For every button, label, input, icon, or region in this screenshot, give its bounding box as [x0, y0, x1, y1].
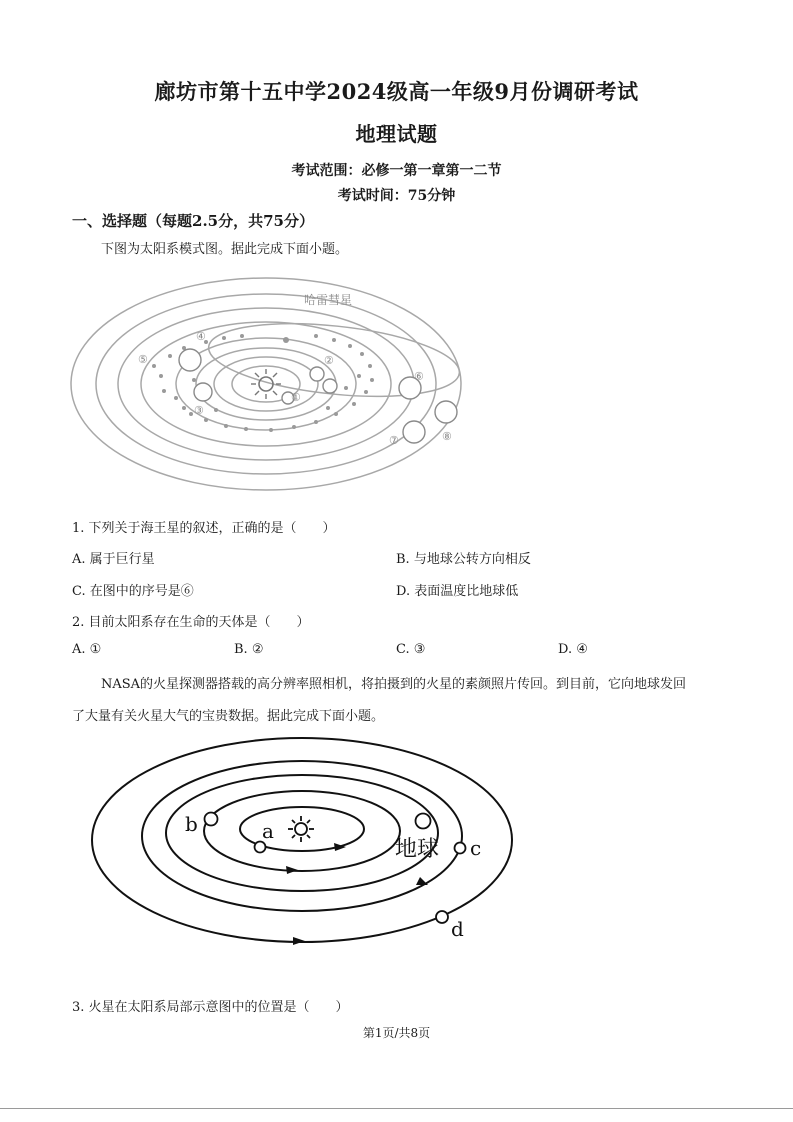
orbit-b	[204, 791, 400, 871]
q2-option-a: A. ①	[72, 642, 102, 657]
planet-earth	[416, 814, 431, 829]
page-footer: 第1页/共8页	[362, 1026, 431, 1040]
planet-venus	[310, 367, 324, 381]
marker-1: ①	[291, 391, 301, 404]
marker-7: ⑦	[389, 434, 399, 447]
orbit-d	[142, 761, 462, 911]
marker-8: ⑧	[442, 430, 452, 443]
marker-5: ⑤	[138, 353, 148, 366]
planet-mars	[194, 383, 212, 401]
exam-scope: 考试范围：必修一第一章第一二节	[291, 163, 502, 179]
q1-option-d: D. 表面温度比地球低	[396, 584, 519, 599]
q1-option-b: B. 与地球公转方向相反	[396, 552, 531, 567]
q2-option-c: C. ③	[396, 642, 426, 657]
label-d: d	[451, 917, 464, 941]
planet-neptune	[403, 421, 425, 443]
page-bottom-divider	[0, 1108, 793, 1109]
solar-system-diagram	[66, 268, 466, 498]
sun-icon	[251, 369, 281, 399]
intro-text-2-line1: NASA的火星探测器搭载的高分辨率照相机，将拍摄到的火星的素颜照片传回。到目前，它向地球发回	[101, 677, 687, 692]
marker-4: ④	[196, 330, 206, 343]
q2-option-b: B. ②	[234, 642, 264, 657]
comet-icon	[283, 337, 289, 343]
q1-stem: 1. 下列关于海王星的叙述，正确的是（ ）	[72, 521, 336, 536]
marker-3: ③	[194, 404, 204, 417]
planet-jupiter	[179, 349, 201, 371]
orbit-7	[96, 294, 436, 474]
partial-solar-system-diagram	[90, 733, 520, 965]
label-b: b	[185, 812, 198, 836]
exam-time: 考试时间：75分钟	[337, 188, 456, 204]
q1-option-c: C. 在图中的序号是⑥	[72, 584, 194, 599]
planet-d	[436, 911, 448, 923]
label-earth: 地球	[395, 837, 440, 862]
section-heading: 一、选择题（每题2.5分，共75分）	[72, 212, 314, 230]
label-a: a	[262, 819, 274, 843]
planet-a	[255, 842, 266, 853]
orbit-c	[166, 775, 438, 891]
q2-option-d: D. ④	[558, 642, 588, 657]
exam-subject: 地理试题	[355, 122, 438, 146]
marker-6: ⑥	[414, 370, 424, 383]
exam-title: 廊坊市第十五中学2024级高一年级9月份调研考试	[154, 79, 639, 104]
planet-uranus	[435, 401, 457, 423]
q2-stem: 2. 目前太阳系存在生命的天体是（ ）	[72, 615, 310, 630]
intro-text-1: 下图为太阳系模式图。据此完成下面小题。	[101, 242, 349, 257]
planet-b	[205, 813, 218, 826]
q3-stem: 3. 火星在太阳系局部示意图中的位置是（ ）	[72, 1000, 349, 1015]
marker-2: ②	[324, 354, 334, 367]
label-c: c	[470, 836, 482, 860]
orbit-5	[141, 322, 391, 446]
comet-label: 哈雷彗星	[304, 293, 353, 307]
intro-text-2-line2: 了大量有关火星大气的宝贵数据。据此完成下面小题。	[72, 709, 385, 724]
sun-icon	[288, 816, 314, 842]
orbit-2	[214, 357, 318, 411]
planet-c	[455, 843, 466, 854]
planet-earth	[323, 379, 337, 393]
q1-option-a: A. 属于巨行星	[72, 552, 155, 567]
